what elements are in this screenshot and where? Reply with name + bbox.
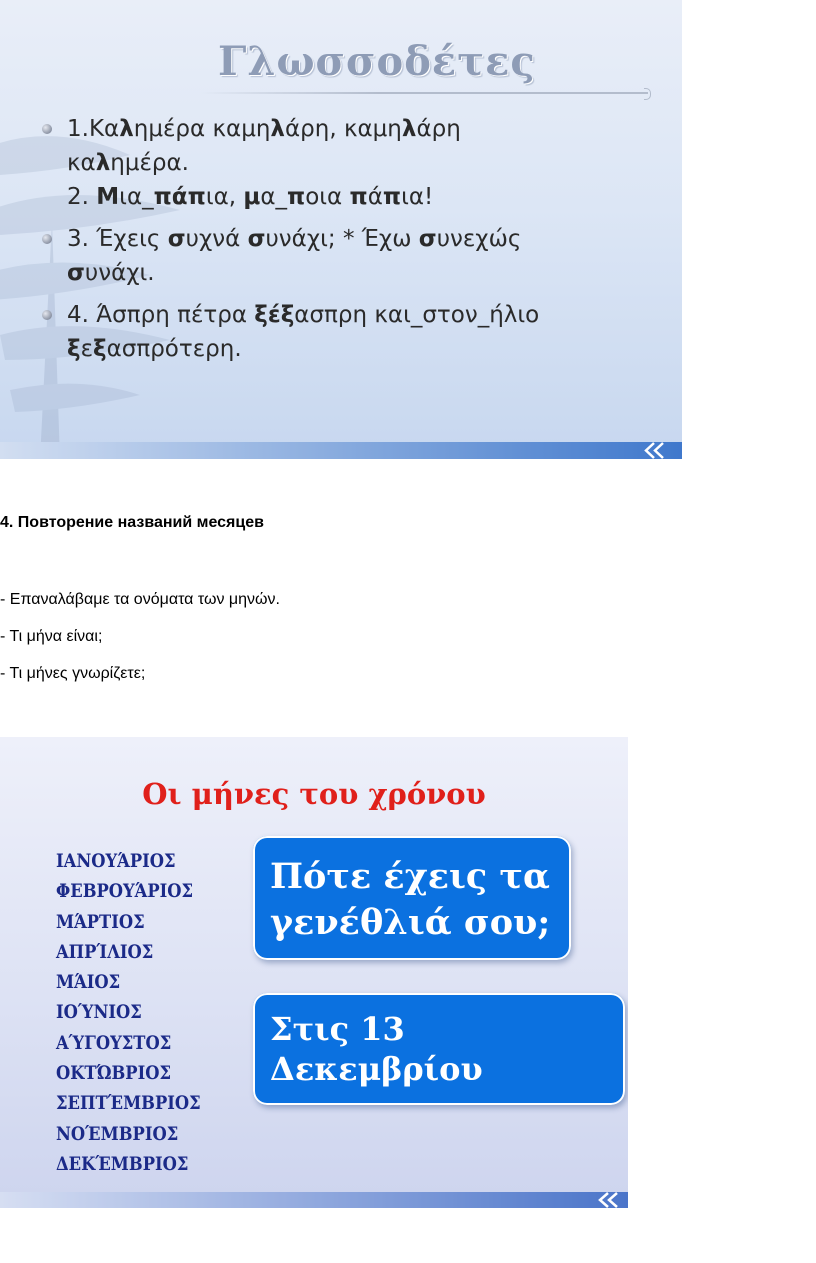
text-segment: υχνά bbox=[185, 226, 248, 252]
text-segment: υνάχι; * Έχω bbox=[265, 226, 419, 252]
title-divider-end bbox=[644, 88, 651, 100]
month-name: ΑΠΡΊΛΙΟΣ bbox=[56, 940, 154, 963]
month-name: ΙΑΝΟΥΆΡΙΟΣ bbox=[56, 850, 176, 872]
bullet-icon bbox=[42, 124, 52, 134]
question-line: Πότε έχεις τα bbox=[270, 856, 550, 897]
bold-letter: π bbox=[287, 184, 306, 210]
text-segment: ημέρα. bbox=[110, 150, 189, 176]
tongue-twister-line bbox=[67, 332, 622, 366]
bold-letter: μ bbox=[243, 184, 261, 210]
text-segment: ά bbox=[367, 184, 383, 210]
answer-line: Στις 13 bbox=[270, 1010, 405, 1048]
question-box bbox=[253, 836, 571, 960]
bold-letter: ξ bbox=[93, 336, 107, 362]
title-divider bbox=[200, 92, 648, 94]
text-segment: ια! bbox=[401, 184, 434, 210]
month-name: ΙΟΎΝΙΟΣ bbox=[56, 1001, 142, 1024]
text-segment: 4. Άσπρη πέτρα bbox=[67, 302, 255, 328]
bold-letter: π bbox=[382, 184, 402, 210]
month-name: ΝΟΈΜΒΡΙΟΣ bbox=[56, 1122, 179, 1145]
bold-letter: Μ bbox=[96, 184, 120, 210]
month-name: ΣΕΠΤΈΜΒΡΙΟΣ bbox=[56, 1092, 201, 1115]
answer-line: Δεκεμβρίου bbox=[270, 1050, 483, 1088]
bold-letter: λ bbox=[401, 116, 417, 142]
text-segment: κα bbox=[67, 150, 96, 176]
bullet-icon bbox=[42, 310, 52, 320]
text-segment: υνάχι. bbox=[84, 260, 155, 286]
text-segment: 2. bbox=[67, 184, 97, 210]
text-line: - Τι μήνες γνωρίζετε; bbox=[0, 665, 146, 682]
tongue-twister-line bbox=[67, 298, 622, 332]
text-segment: α_ bbox=[260, 184, 287, 210]
month-name: ΑΎΓΟΥΣΤΟΣ bbox=[56, 1031, 172, 1054]
text-segment: ημέρα καμη bbox=[133, 116, 271, 142]
tongue-twister-line bbox=[67, 112, 622, 146]
bold-letter: π bbox=[349, 184, 368, 210]
question-line: γενέθλιά σου; bbox=[270, 902, 551, 943]
tongue-twister-list bbox=[42, 112, 622, 374]
text-segment: ασπρη και_στον_ήλιο bbox=[294, 302, 540, 328]
text-line: - Τι μήνα είναι; bbox=[0, 628, 103, 645]
text-segment: οια bbox=[305, 184, 350, 210]
text-line: - Επαναλάβαμε τα ονόματα των μηνών. bbox=[0, 591, 280, 608]
bold-letter: σ bbox=[247, 226, 266, 252]
slide-title: Γλωσσοδέτες bbox=[218, 38, 536, 85]
bold-letter: σ bbox=[167, 226, 186, 252]
section-heading: 4. Повторение названий месяцев bbox=[0, 514, 264, 531]
month-name: ΟΚΤΏΒΡΙΟΣ bbox=[56, 1062, 172, 1085]
tongue-twister-item bbox=[42, 112, 622, 214]
bold-letter: λ bbox=[119, 116, 134, 142]
text-segment: άρη bbox=[416, 116, 461, 142]
text-segment: 1.Κα bbox=[67, 116, 120, 142]
month-name: ΜΆΙΟΣ bbox=[56, 971, 121, 994]
month-name: ΔΕΚΈΜΒΡΙΟΣ bbox=[56, 1152, 189, 1175]
bold-letter: ξέξ bbox=[254, 302, 295, 328]
double-chevron-left-icon bbox=[642, 442, 670, 459]
tongue-twister-line bbox=[67, 222, 622, 256]
bold-letter: λ bbox=[270, 116, 285, 142]
slide-tongue-twisters bbox=[0, 0, 682, 459]
month-name: ΦΕΒΡΟΥΆΡΙΟΣ bbox=[56, 880, 194, 903]
bold-letter: σ bbox=[418, 226, 437, 252]
double-chevron-left-icon bbox=[596, 1192, 624, 1208]
text-segment: 3. Έχεις bbox=[67, 226, 168, 252]
text-segment: υνεχώς bbox=[436, 226, 522, 252]
tongue-twister-item bbox=[42, 222, 622, 290]
text-segment: ασπρότερη. bbox=[106, 336, 242, 362]
bold-letter: πάπ bbox=[153, 184, 206, 210]
tongue-twister-line bbox=[67, 256, 622, 290]
tongue-twister-line bbox=[67, 146, 622, 180]
slide-title: Οι μήνες του χρόνου bbox=[142, 777, 486, 811]
slide-footer-bar bbox=[0, 1192, 628, 1208]
answer-box bbox=[253, 993, 625, 1105]
bold-letter: λ bbox=[95, 150, 111, 176]
text-segment: άρη, καμη bbox=[284, 116, 402, 142]
month-name: ΜΆΡΤΙΟΣ bbox=[56, 910, 145, 933]
bullet-icon bbox=[42, 234, 52, 244]
tongue-twister-item bbox=[42, 298, 622, 366]
bold-letter: σ bbox=[67, 260, 85, 286]
text-segment: ια_ bbox=[119, 184, 154, 210]
tongue-twister-line bbox=[67, 180, 622, 214]
bold-letter: ξ bbox=[67, 336, 81, 362]
text-segment: ε bbox=[80, 336, 94, 362]
slide-months-of-year bbox=[0, 737, 628, 1208]
text-segment: ια, bbox=[205, 184, 244, 210]
month-list bbox=[56, 846, 201, 1179]
slide-footer-bar bbox=[0, 442, 682, 459]
